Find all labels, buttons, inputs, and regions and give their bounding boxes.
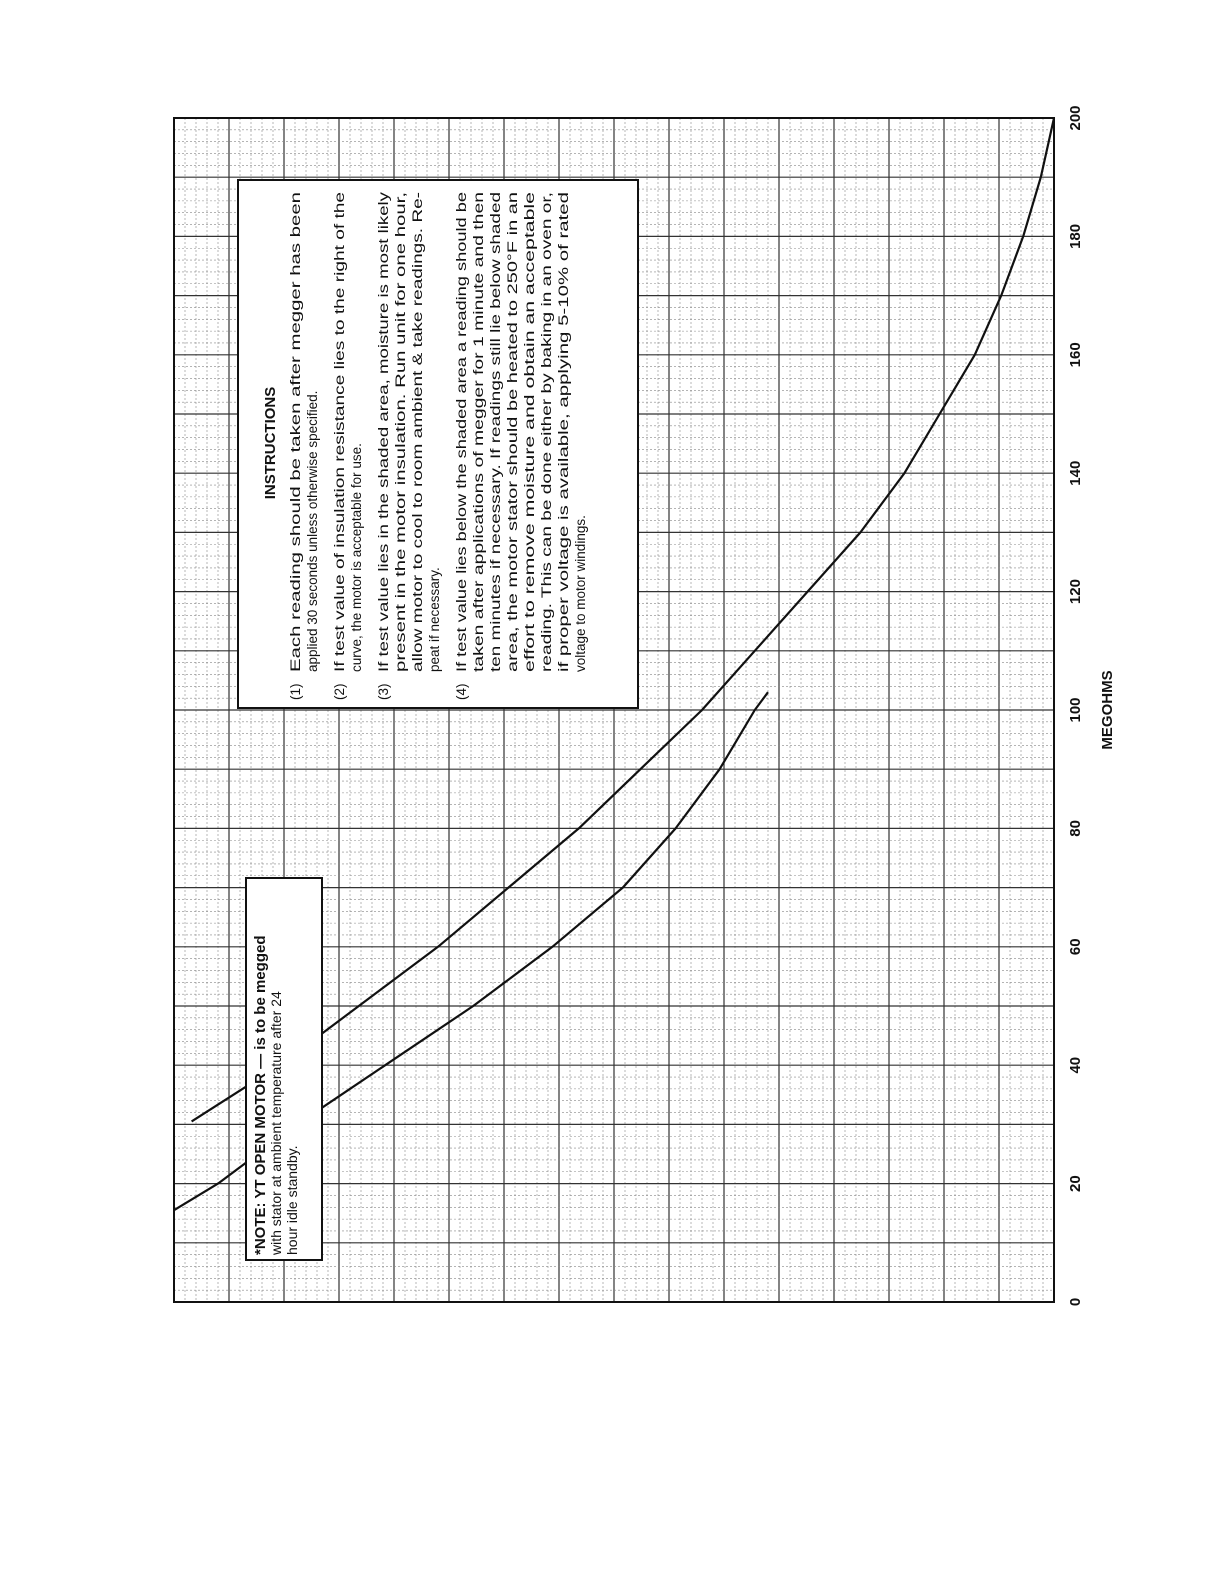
x-tick-label: 140 — [1067, 460, 1084, 486]
instruction-line: curve, the motor is acceptable for use. — [349, 443, 364, 672]
instruction-number: (2) — [332, 683, 347, 700]
instruction-line: taken after applications of megger for 1 minute and then — [471, 337, 486, 672]
note-line: *NOTE: YT OPEN MOTOR — is to be megged — [252, 935, 269, 1255]
instruction-line: effort to remove moisture and obtain an acceptable — [522, 367, 537, 672]
x-tick-label: 40 — [1067, 1056, 1084, 1074]
note-box — [246, 878, 322, 1260]
x-tick-label: 180 — [1067, 223, 1084, 249]
instruction-line: Each reading should be taken after megger has been — [288, 353, 303, 672]
instruction-line: If test value lies below the shaded area a reading should be — [454, 316, 469, 672]
x-tick-label: 20 — [1067, 1175, 1084, 1192]
x-axis-ticks — [1067, 105, 1084, 1306]
instruction-line: if proper voltage is available, applying 5-10% of rated — [556, 354, 571, 672]
instruction-line: allow motor to cool to room ambient & take readings. Re- — [410, 331, 425, 672]
x-tick-label: 200 — [1067, 105, 1084, 131]
instruction-line: present in the motor insulation. Run unit for one hour, — [393, 353, 408, 672]
instructions-title: INSTRUCTIONS — [262, 386, 279, 500]
instructions-box — [238, 180, 638, 708]
note-line: with stator at ambient temperature after 24 — [268, 991, 284, 1255]
x-tick-label: 160 — [1067, 342, 1084, 368]
instruction-line: ten minutes if necessary. If readings still lie below shaded — [488, 329, 503, 672]
instruction-line: area, the motor stator should be heated to 250°F in an — [505, 347, 520, 672]
x-tick-label: 0 — [1067, 1297, 1084, 1307]
x-axis-label: MEGOHMS — [1099, 670, 1116, 750]
instruction-number: (3) — [376, 683, 391, 700]
x-tick-label: 80 — [1067, 820, 1084, 837]
x-tick-label: 100 — [1067, 697, 1084, 723]
instruction-line: If test value of insulation resistance lies to the right of the — [332, 332, 347, 672]
instruction-line: voltage to motor windings. — [573, 515, 588, 672]
instruction-line: peat if necessary. — [427, 567, 442, 672]
instruction-number: (1) — [288, 683, 303, 700]
instruction-line: reading. This can be done either by baking in an oven or, — [539, 332, 554, 672]
x-tick-label: 60 — [1067, 938, 1084, 956]
instruction-line: applied 30 seconds unless otherwise specified. — [305, 390, 320, 672]
instruction-number: (4) — [454, 683, 469, 700]
instruction-line: If test value lies in the shaded area, moisture is most likely — [376, 323, 391, 672]
note-line: hour idle standby. — [284, 1145, 300, 1255]
x-tick-label: 120 — [1067, 579, 1084, 605]
